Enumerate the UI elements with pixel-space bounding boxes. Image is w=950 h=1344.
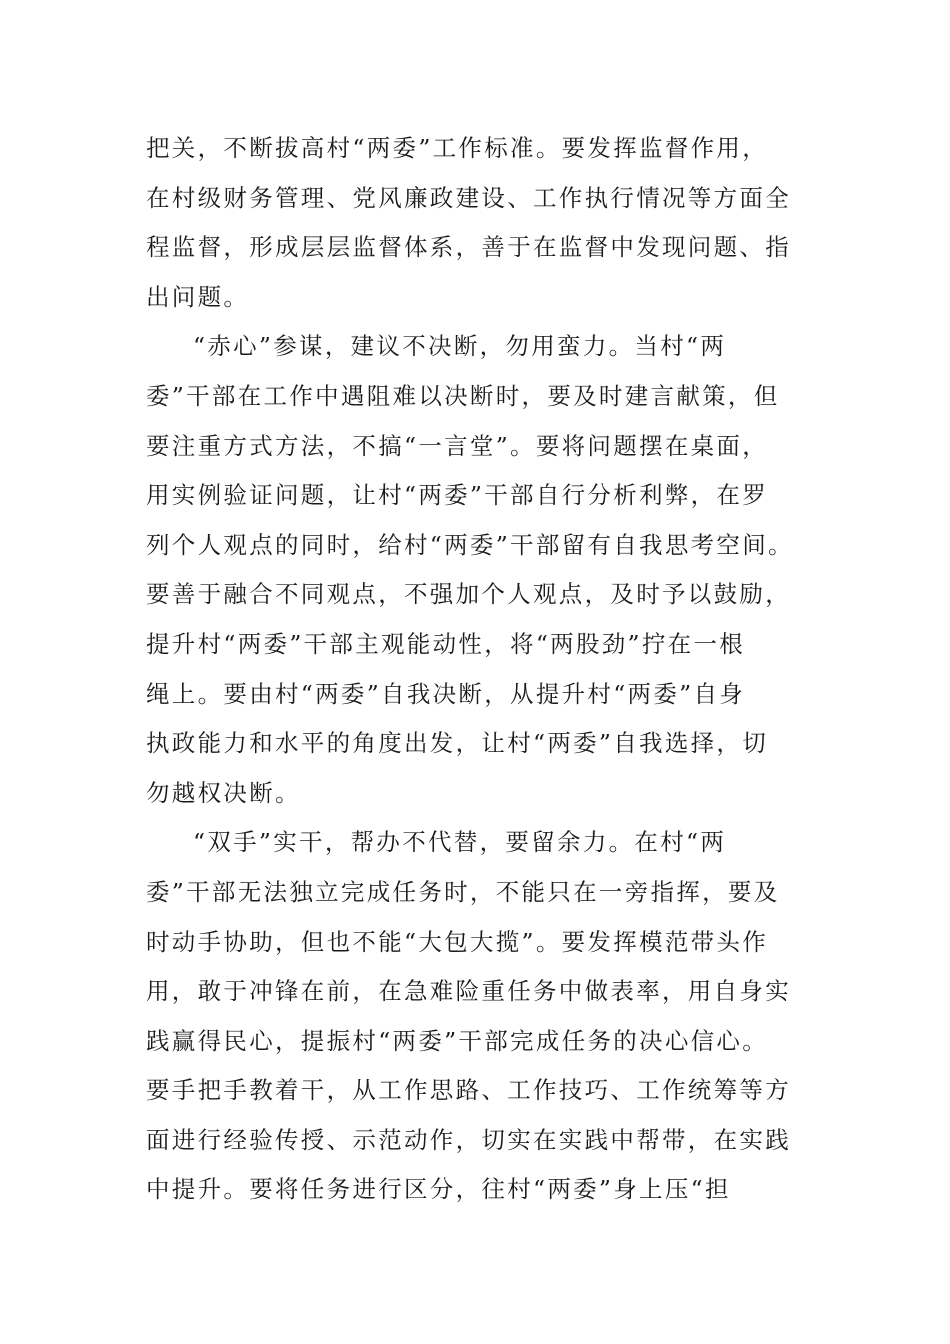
- text-line: 列个人观点的同时，给村“两委”干部留有自我思考空间。: [146, 530, 794, 559]
- text-line: 程监督，形成层层监督体系，善于在监督中发现问题、指: [146, 233, 791, 262]
- text-line: 出问题。: [146, 282, 250, 311]
- text-line: 把关，不断拔高村“两委”工作标准。要发挥监督作用，: [146, 134, 769, 162]
- text-line: 委”干部无法独立完成任务时，不能只在一旁指挥，要及: [146, 877, 780, 906]
- document-body: [146, 124, 796, 1215]
- text-line: 绳上。要由村“两委”自我决断，从提升村“两委”自身: [146, 679, 746, 708]
- text-line: 执政能力和水平的角度出发，让村“两委”自我选择，切: [146, 729, 769, 758]
- text-line: 委”干部在工作中遇阻难以决断时，要及时建言献策，但: [146, 381, 780, 410]
- text-line: 提升村“两委”干部主观能动性，将“两股劲”拧在一根: [146, 629, 746, 658]
- text-line: 用，敢于冲锋在前，在急难险重任务中做表率，用自身实: [146, 977, 791, 1006]
- text-line: 要手把手教着干，从工作思路、工作技巧、工作统筹等方: [146, 1076, 791, 1105]
- text-line: 在村级财务管理、党风廉政建设、工作执行情况等方面全: [146, 183, 791, 212]
- paragraph-start-line: “赤心”参谋，建议不决断，勿用蛮力。当村“两: [193, 332, 727, 361]
- text-line: 要注重方式方法，不搞“一言堂”。要将问题摆在桌面，: [146, 431, 769, 460]
- paragraph-start-line: “双手”实干，帮办不代替，要留余力。在村“两: [193, 828, 727, 857]
- text-line: 中提升。要将任务进行区分，往村“两委”身上压“担: [146, 1175, 731, 1204]
- text-line: 勿越权决断。: [146, 778, 301, 807]
- text-line: 践赢得民心，提振村“两委”干部完成任务的决心信心。: [146, 1026, 769, 1055]
- text-line: 时动手协助，但也不能“大包大揽”。要发挥模范带头作: [146, 927, 769, 956]
- text-line: 用实例验证问题，让村“两委”干部自行分析利弊，在罗: [146, 481, 769, 510]
- text-line: 面进行经验传授、示范动作，切实在实践中帮带，在实践: [146, 1125, 791, 1154]
- text-line: 要善于融合不同观点，不强加个人观点，及时予以鼓励，: [146, 580, 791, 609]
